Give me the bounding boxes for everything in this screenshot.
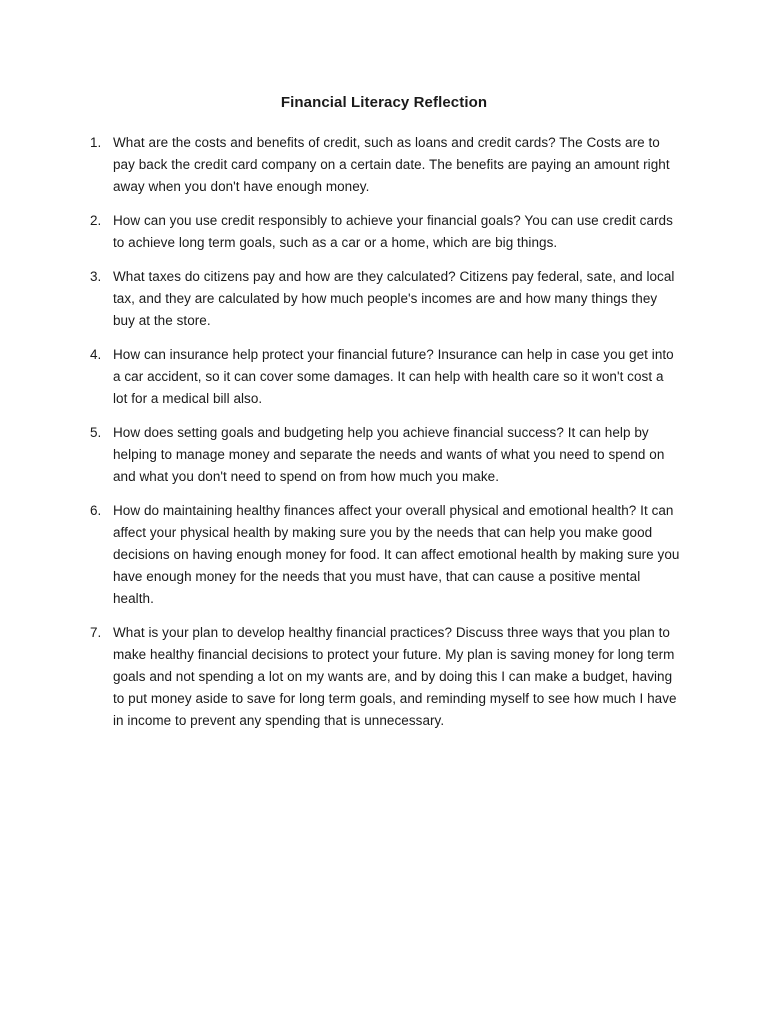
list-item xyxy=(0,344,768,410)
item-text: How does setting goals and budgeting help you achieve financial success? It can help by helping to manage money and separate the needs and wants of what you need to spend on and what you don't need to spend on from how much you make. xyxy=(113,425,665,484)
list-item xyxy=(0,266,768,332)
item-number: 5. xyxy=(90,425,102,440)
list-item xyxy=(0,622,768,732)
item-number: 2. xyxy=(90,213,102,228)
page-title: Financial Literacy Reflection xyxy=(280,94,488,111)
item-number: 1. xyxy=(90,135,102,150)
item-number: 4. xyxy=(90,347,102,362)
item-number: 7. xyxy=(90,625,102,640)
item-number: 3. xyxy=(90,269,102,284)
item-text: What is your plan to develop healthy financial practices? Discuss three ways that you plan to make healthy financial decisions to protect your future. My plan is saving money for long term goals and not spending a lot on my wants are, and by doing this I can make a budget, having to put money aside to save for long term goals, and reminding myself to see how much I have in income to prevent any spending that is unnecessary. xyxy=(113,625,677,728)
question-list xyxy=(0,132,768,744)
item-text: What are the costs and benefits of credit, such as loans and credit cards? The Costs are to pay back the credit card company on a certain date. The benefits are paying an amount right away when you don't have enough money. xyxy=(113,135,670,194)
list-item xyxy=(0,132,768,198)
item-text: How do maintaining healthy finances affect your overall physical and emotional health? It can affect your physical health by making sure you by the needs that can help you make good decisions on having enough money for food. It can affect emotional health by making sure you have enough money for the needs that you must have, that can cause a positive mental health. xyxy=(113,503,680,606)
item-text: What taxes do citizens pay and how are they calculated? Citizens pay federal, sate, and local tax, and they are calculated by how much people's incomes are and how many things they buy at the store. xyxy=(113,269,675,328)
list-item xyxy=(0,422,768,488)
list-item xyxy=(0,210,768,254)
item-text: How can insurance help protect your financial future? Insurance can help in case you get into a car accident, so it can cover some damages. It can help with health care so it won't cost a lot for a medical bill also. xyxy=(113,347,674,406)
list-item xyxy=(0,500,768,610)
item-text: How can you use credit responsibly to achieve your financial goals? You can use credit cards to achieve long term goals, such as a car or a home, which are big things. xyxy=(113,213,673,250)
item-number: 6. xyxy=(90,503,102,518)
